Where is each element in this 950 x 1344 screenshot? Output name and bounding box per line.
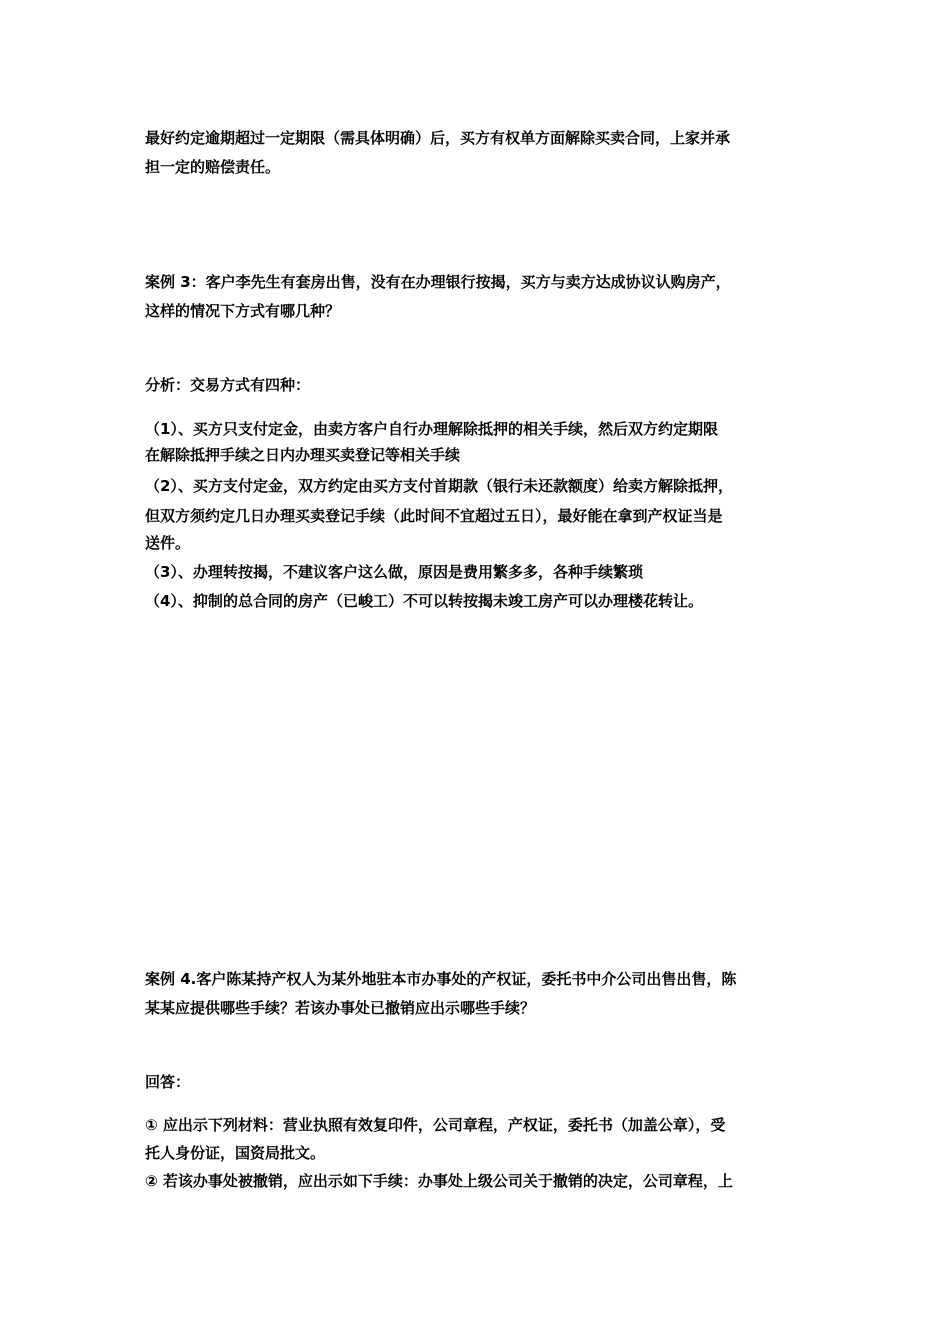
case3-item-3: （3）、办理转按揭，不建议客户这么做，原因是费用繁多多，各种手续繁琐 — [145, 563, 643, 581]
case4-point-2: ② 若该办事处被撤销，应出示如下手续：办事处上级公司关于撤销的决定，公司章程，上 — [145, 1172, 733, 1190]
case3-analysis-heading: 分析：交易方式有四种： — [145, 376, 311, 394]
case4-answer-heading: 回答： — [145, 1073, 191, 1091]
case3-item-2: 但双方须约定几日办理买卖登记手续（此时间不宜超过五日），最好能在拿到产权证当是 — [145, 507, 723, 525]
paragraph-line: 担一定的赔偿责任。 — [145, 158, 281, 176]
case3-item-4: （4）、抑制的总合同的房产（已峻工）不可以转按揭未竣工房产可以办理楼花转让。 — [145, 592, 703, 610]
paragraph-line: 最好约定逾期超过一定期限（需具体明确）后，买方有权单方面解除买卖合同，上家并承 — [145, 129, 731, 147]
case3-item-1: （1）、买方只支付定金，由卖方客户自行办理解除抵押的相关手续，然后双方约定期限 — [145, 420, 718, 438]
case3-item-1: 在解除抵押手续之日内办理买卖登记等相关手续 — [145, 446, 461, 464]
case3-item-2: （2）、买方支付定金，双方约定由买方支付首期款（银行未还款额度）给卖方解除抵押， — [145, 477, 733, 495]
case3-item-2: 送件。 — [145, 534, 191, 552]
case4-question: 案例 4.客户陈某持产权人为某外地驻本市办事处的产权证，委托书中介公司出售出售，陈 — [145, 970, 737, 988]
case4-point-1: ① 应出示下列材料：营业执照有效复印件，公司章程，产权证，委托书（加盖公章），受 — [145, 1116, 726, 1134]
case4-point-1: 托人身份证，国资局批文。 — [145, 1144, 326, 1162]
case3-question: 这样的情况下方式有哪几种？ — [145, 302, 341, 320]
case4-question: 某某应提供哪些手续？若该办事处已撤销应出示哪些手续？ — [145, 999, 536, 1017]
case3-question: 案例 3：客户李先生有套房出售，没有在办理银行按揭，买方与卖方达成协议认购房产， — [145, 273, 731, 291]
